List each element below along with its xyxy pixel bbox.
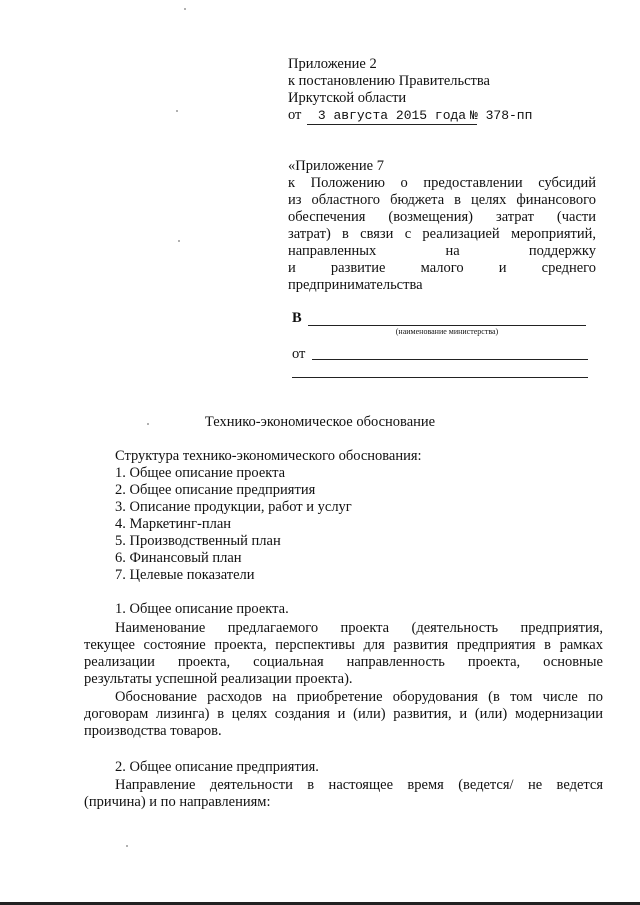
appendix-7-line: и развитие малого и среднего xyxy=(288,260,596,276)
scan-speck xyxy=(126,845,128,847)
sender-field-line-2 xyxy=(292,377,588,378)
section-1-para-line-last: результаты успешной реализации проекта). xyxy=(84,671,353,687)
section-1-heading: 1. Общее описание проекта. xyxy=(115,601,289,617)
section-2-heading: 2. Общее описание предприятия. xyxy=(115,759,319,775)
structure-heading: Структура технико-экономического обоснования: xyxy=(115,448,422,464)
section-1-para-line: текущее состояние проекта, перспективы для развития предприятия в рамках xyxy=(84,637,603,653)
date-from-label: от xyxy=(288,107,302,123)
document-title: Технико-экономическое обоснование xyxy=(204,414,436,430)
appendix-7-line: из областного бюджета в целях финансового xyxy=(288,192,596,208)
document-date: 3 августа 2015 года xyxy=(307,107,477,125)
appendix-7-title: «Приложение 7 xyxy=(288,158,384,174)
structure-item: 2. Общее описание предприятия xyxy=(115,482,316,498)
sender-field-line-1 xyxy=(312,359,588,360)
appendix-7-line-last: предпринимательства xyxy=(288,277,423,293)
from-label: от xyxy=(292,346,306,362)
region-label: Иркутской области xyxy=(288,90,407,106)
appendix-2-label: Приложение 2 xyxy=(288,56,377,72)
appendix-7-line: направленных на поддержку xyxy=(288,243,596,259)
section-1-para2-line: Обоснование расходов на приобретение оборудования (в том числе по xyxy=(115,689,603,705)
appendix-7-line: затрат) в связи с реализацией мероприятий, xyxy=(288,226,596,242)
section-2-para-line-last: (причина) и по направлениям: xyxy=(84,794,271,810)
appendix-7-line: к Положению о предоставлении субсидий xyxy=(288,175,596,191)
structure-item: 7. Целевые показатели xyxy=(115,567,255,583)
structure-item: 5. Производственный план xyxy=(115,533,281,549)
section-1-para-line: Наименование предлагаемого проекта (деятельность предприятия, xyxy=(115,620,603,636)
document-number: № 378-пп xyxy=(470,108,533,123)
to-label: В xyxy=(292,310,302,326)
scan-speck xyxy=(147,423,149,425)
structure-item: 3. Описание продукции, работ и услуг xyxy=(115,499,352,515)
appendix-7-line: обеспечения (возмещения) затрат (части xyxy=(288,209,596,225)
section-2-para-line: Направление деятельности в настоящее время (ведется/ не ведется xyxy=(115,777,603,793)
section-1-para-line: реализации проекта, социальная направленность проекта, основные xyxy=(84,654,603,670)
resolution-label: к постановлению Правительства xyxy=(288,73,490,89)
section-1-para2-line: договорам лизинга) в целях создания и (или) развития, и (или) модернизации xyxy=(84,706,603,722)
scan-speck xyxy=(178,240,180,242)
structure-item: 4. Маркетинг-план xyxy=(115,516,232,532)
structure-item: 1. Общее описание проекта xyxy=(115,465,286,481)
section-1-para2-line-last: производства товаров. xyxy=(84,723,222,739)
structure-item: 6. Финансовый план xyxy=(115,550,242,566)
scan-speck xyxy=(176,110,178,112)
ministry-field-line xyxy=(308,325,586,326)
scan-speck xyxy=(184,8,186,10)
ministry-caption: (наименование министерства) xyxy=(395,327,499,336)
